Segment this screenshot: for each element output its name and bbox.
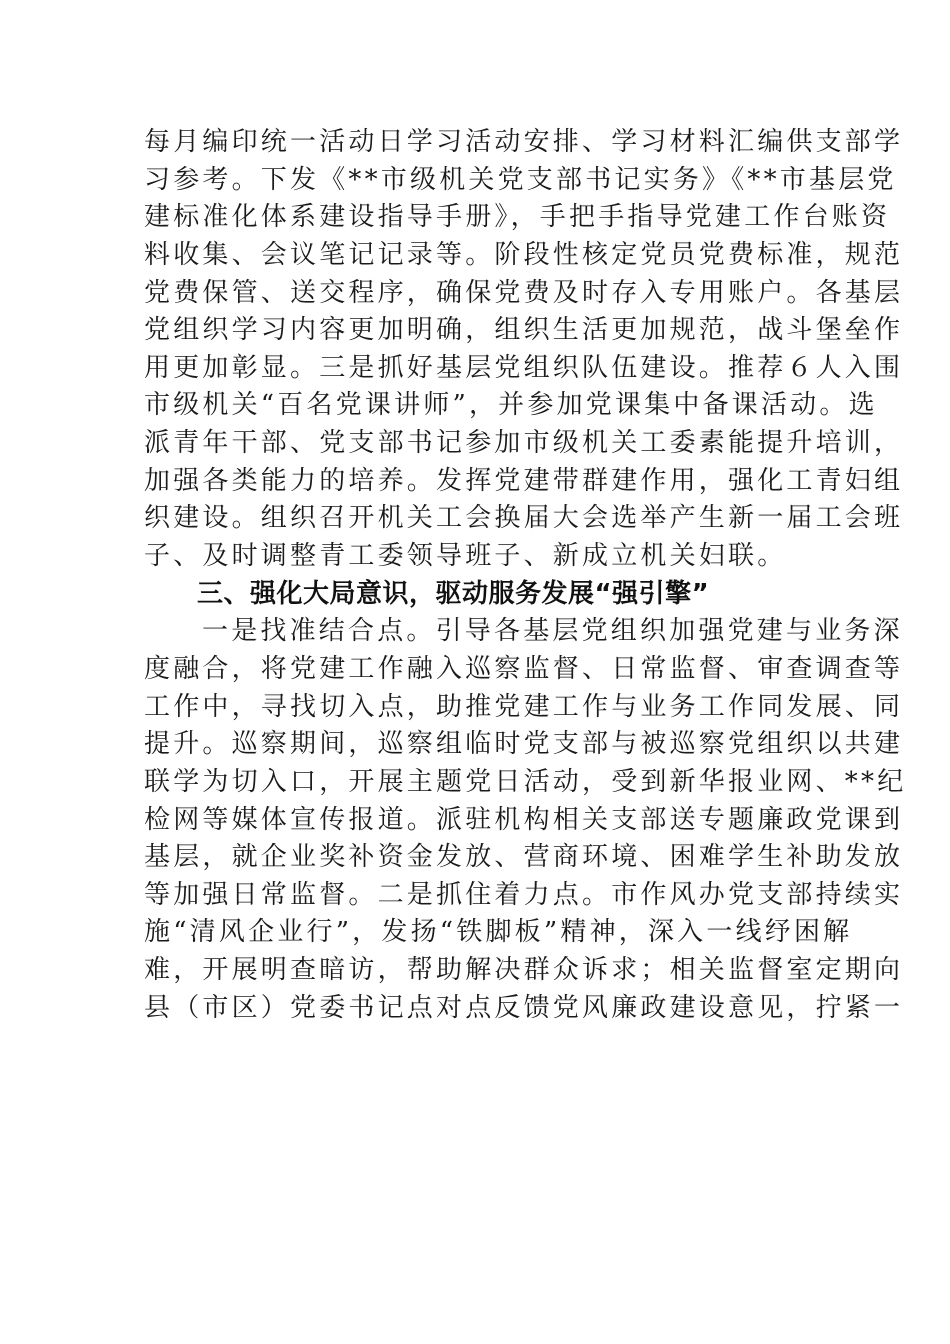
text-line: 联学为切入口，开展主题党日活动，受到新华报业网、**纪 — [144, 766, 907, 797]
text-line: 用更加彰显。三是抓好基层党组织队伍建设。推荐６人入围 — [144, 352, 904, 383]
paragraph-1 — [144, 124, 904, 576]
text-line: 建标准化体系建设指导手册》，手把手指导党建工作台账资 — [144, 202, 891, 233]
text-line: 度融合，将党建工作融入巡察监督、日常监督、审查调查等 — [144, 653, 904, 684]
text-line: 市级机关“百名党课讲师”，并参加党课集中备课活动。选 — [144, 390, 878, 421]
section-heading: 三、强化大局意识，驱动服务发展“强引擎” — [197, 578, 710, 609]
text-line: 施“清风企业行”，发扬“铁脚板”精神，深入一线纾困解 — [144, 917, 853, 948]
text-line: 工作中，寻找切入点，助推党建工作与业务工作同发展、同 — [144, 691, 904, 722]
text-line: 党费保管、送交程序，确保党费及时存入专用账户。各基层 — [144, 277, 904, 308]
text-line: 等加强日常监督。二是抓住着力点。市作风办党支部持续实 — [144, 879, 904, 910]
text-line: 一是找准结合点。引导各基层党组织加强党建与业务深 — [202, 616, 903, 647]
text-line: 加强各类能力的培养。发挥党建带群建作用，强化工青妇组 — [144, 465, 904, 496]
text-line: 织建设。组织召开机关工会换届大会选举产生新一届工会班 — [144, 503, 904, 534]
text-line: 习参考。下发《**市级机关党支部书记实务》《**市基层党 — [144, 164, 897, 195]
text-line: 派青年干部、党支部书记参加市级机关工委素能提升培训， — [144, 428, 904, 459]
text-line: 提升。巡察期间，巡察组临时党支部与被巡察党组织以共建 — [144, 729, 904, 760]
text-line: 县（市区）党委书记点对点反馈党风廉政建设意见，拧紧一 — [144, 992, 904, 1023]
paragraph-2 — [144, 613, 907, 1027]
text-line: 每月编印统一活动日学习活动安排、学习材料汇编供支部学 — [144, 127, 904, 157]
document-body — [144, 124, 907, 1027]
text-line: 党组织学习内容更加明确，组织生活更加规范，战斗堡垒作 — [144, 315, 904, 346]
text-line: 基层，就企业奖补资金发放、营商环境、困难学生补助发放 — [144, 842, 904, 873]
text-line: 难，开展明查暗访，帮助解决群众诉求；相关监督室定期向 — [144, 955, 904, 986]
text-line: 子、及时调整青工委领导班子、新成立机关妇联。 — [144, 541, 787, 572]
text-line: 料收集、会议笔记记录等。阶段性核定党员党费标准，规范 — [144, 239, 904, 270]
text-line: 检网等媒体宣传报道。派驻机构相关支部送专题廉政党课到 — [144, 804, 904, 835]
